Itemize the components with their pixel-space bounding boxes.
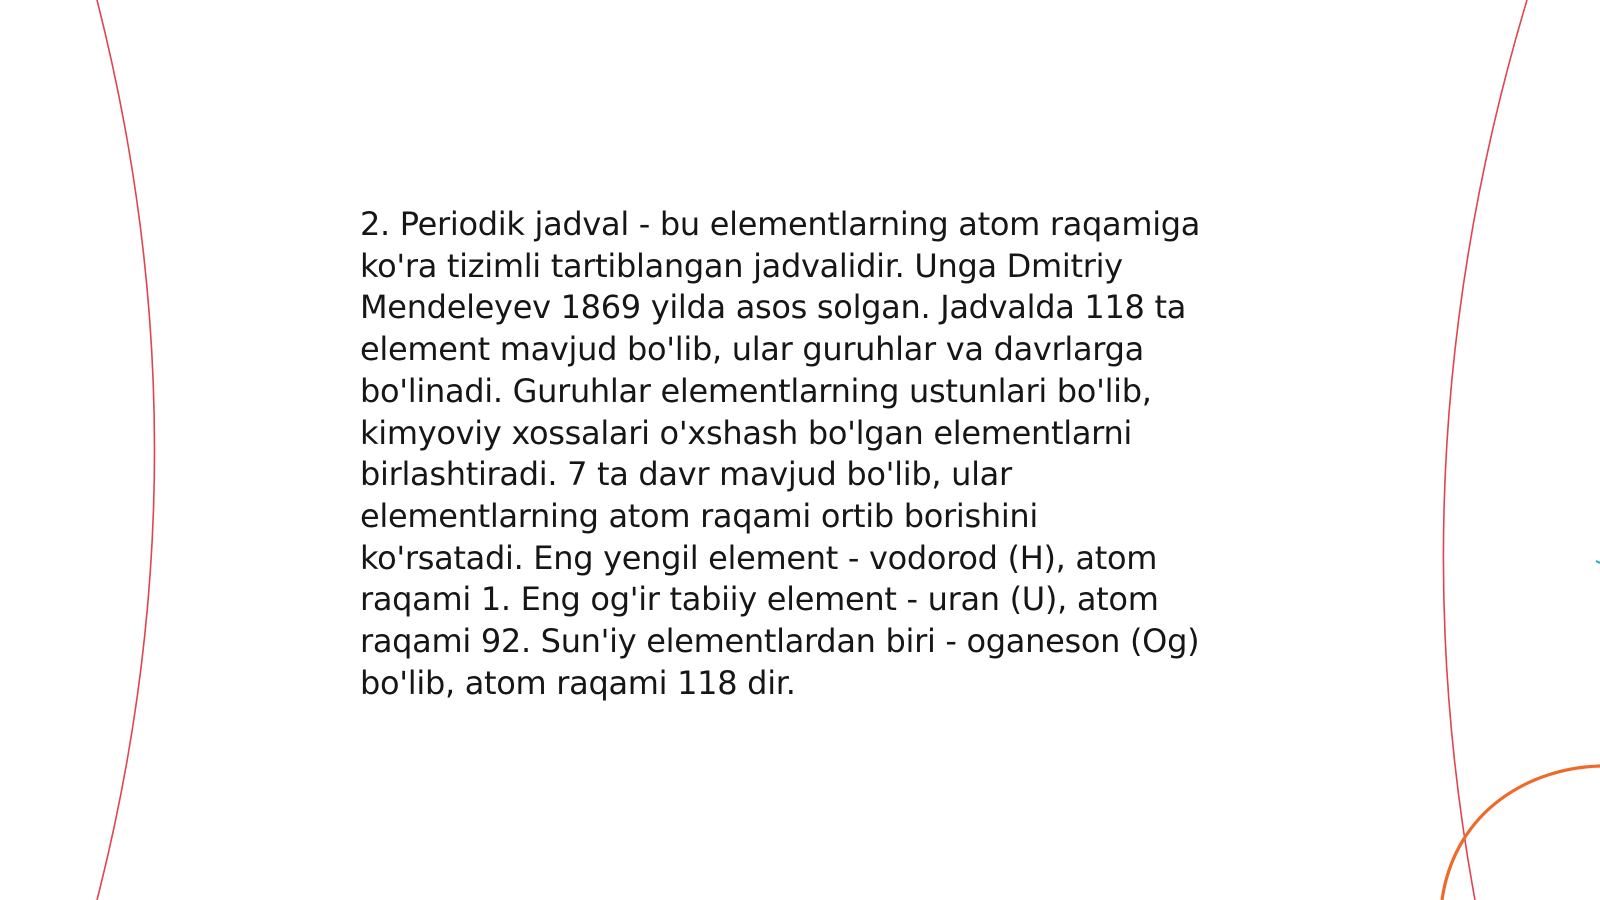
slide-body-text: 2. Periodik jadval - bu elementlarning atom raqamiga ko'ra tizimli tartiblangan jadvalidir. Unga Dmitriy Mendeleyev 1869 yilda asos solgan. Jadvalda 118 ta element mavjud bo'lib, ular guruhlar va davrlarga bo'linadi. Guruhlar elementlarning ustunlari bo'lib, kimyoviy xossalari o'xshash bo'lgan elementlarni birlashtiradi. 7 ta davr mavjud bo'lib, ular elementlarning atom raqami ortib borishini ko'rsatadi. Eng yengil element - vodorod (H), atom raqami 1. Eng og'ir tabiiy element - uran (U), atom raqami 92. Sun'iy elementlardan biri - oganeson (Og) bo'lib, atom raqami 118 dir. [360, 205, 1201, 702]
left-curve-line [97, 0, 155, 900]
orange-arc [1442, 766, 1600, 900]
right-curve-line [1443, 0, 1527, 900]
teal-accent-mark [1596, 561, 1600, 563]
